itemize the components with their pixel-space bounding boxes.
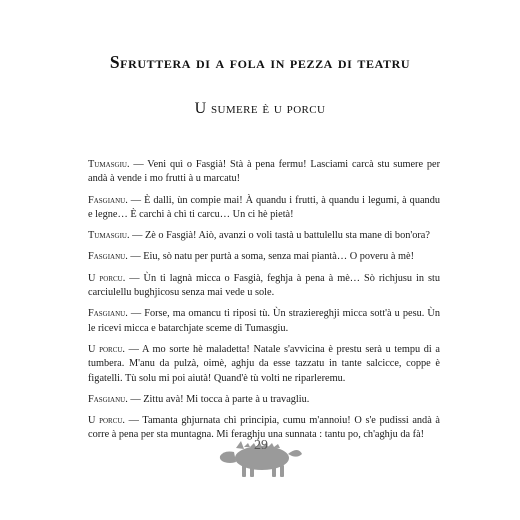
speaker-name: Fasgianu. [88, 251, 128, 263]
speaker-name: U porcu. [88, 343, 125, 355]
speaker-name: Fasgianu. [88, 194, 128, 206]
dialogue-line [88, 229, 440, 243]
dialogue-line [88, 250, 440, 264]
line-text: — È dalli, ùn compie mai! À quandu i frutti, à quandu i legumi, à quandu e legne… È carchi à chì ti carcu… Un ci hè pietà! [88, 194, 440, 220]
speaker-name: Tumasgiu. [88, 230, 130, 242]
line-text: — Forse, ma omancu ti riposi tù. Ùn straziereghji micca sott'à u pesu. Ùn le ricevi micca e batarchjate sceme di Tumasgiu. [88, 308, 440, 334]
speaker-name: U porcu. [88, 415, 125, 427]
speaker-name: Fasgianu. [88, 308, 128, 320]
speaker-name: Tumasgiu. [88, 159, 130, 170]
dialogue-line [88, 272, 440, 301]
page-number: 29 [254, 438, 268, 453]
line-text: — Ùn ti lagnà micca o Fasgià, feghja à pena à mè… Sò richjusu in stu carciulellu bughjicosu senza mai vede u sole. [88, 272, 440, 299]
page-footer [214, 438, 308, 486]
line-text: — Zè o Fasgià! Aiò, avanzi o voli tastà u battulellu sta mane di bon'ora? [129, 230, 430, 242]
page-title: Sfruttera di a fola in pezza di teatru [109, 52, 411, 72]
speaker-name: Fasgianu. [88, 393, 128, 405]
section-title: U sumere è u porcu [194, 100, 326, 117]
line-text: — Eiu, sò natu per purtà a soma, senza mai piantà… O poveru à mè! [127, 251, 415, 263]
line-text: — Zittu avà! Mi tocca à parte à u travagliu. [127, 393, 310, 405]
dialogue-line [88, 343, 440, 386]
dialogue-text [88, 158, 440, 450]
line-text: — Tamanta ghjurnata chì principia, cumu m'annoiu! O s'e pudissi andà à corre à pena per sta muntagna. Mi feraghju una sunnata : tantu po, ch'aghju da fà! [88, 415, 440, 441]
dialogue-line [88, 158, 440, 187]
dialogue-line [88, 393, 440, 407]
dialogue-line [88, 194, 440, 223]
line-text: — A mo sorte hè maladetta! Natale s'avvicina è prestu serà u tempu di a tumbera. M'anu da pulzà, oimè, aghju da esse tazzatu in tante salcicce, coppe è figatelli. Tù solu mi poi aiutà! Quand'è tù volti ne riparleremu. [88, 343, 440, 384]
line-text: — Veni quì o Fasgià! Stà à pena fermu! Lasciami carcà stu sumere per andà à vende i mo frutti à u marcatu! [88, 159, 440, 185]
speaker-name: U porcu. [88, 272, 126, 284]
dialogue-line [88, 307, 440, 336]
